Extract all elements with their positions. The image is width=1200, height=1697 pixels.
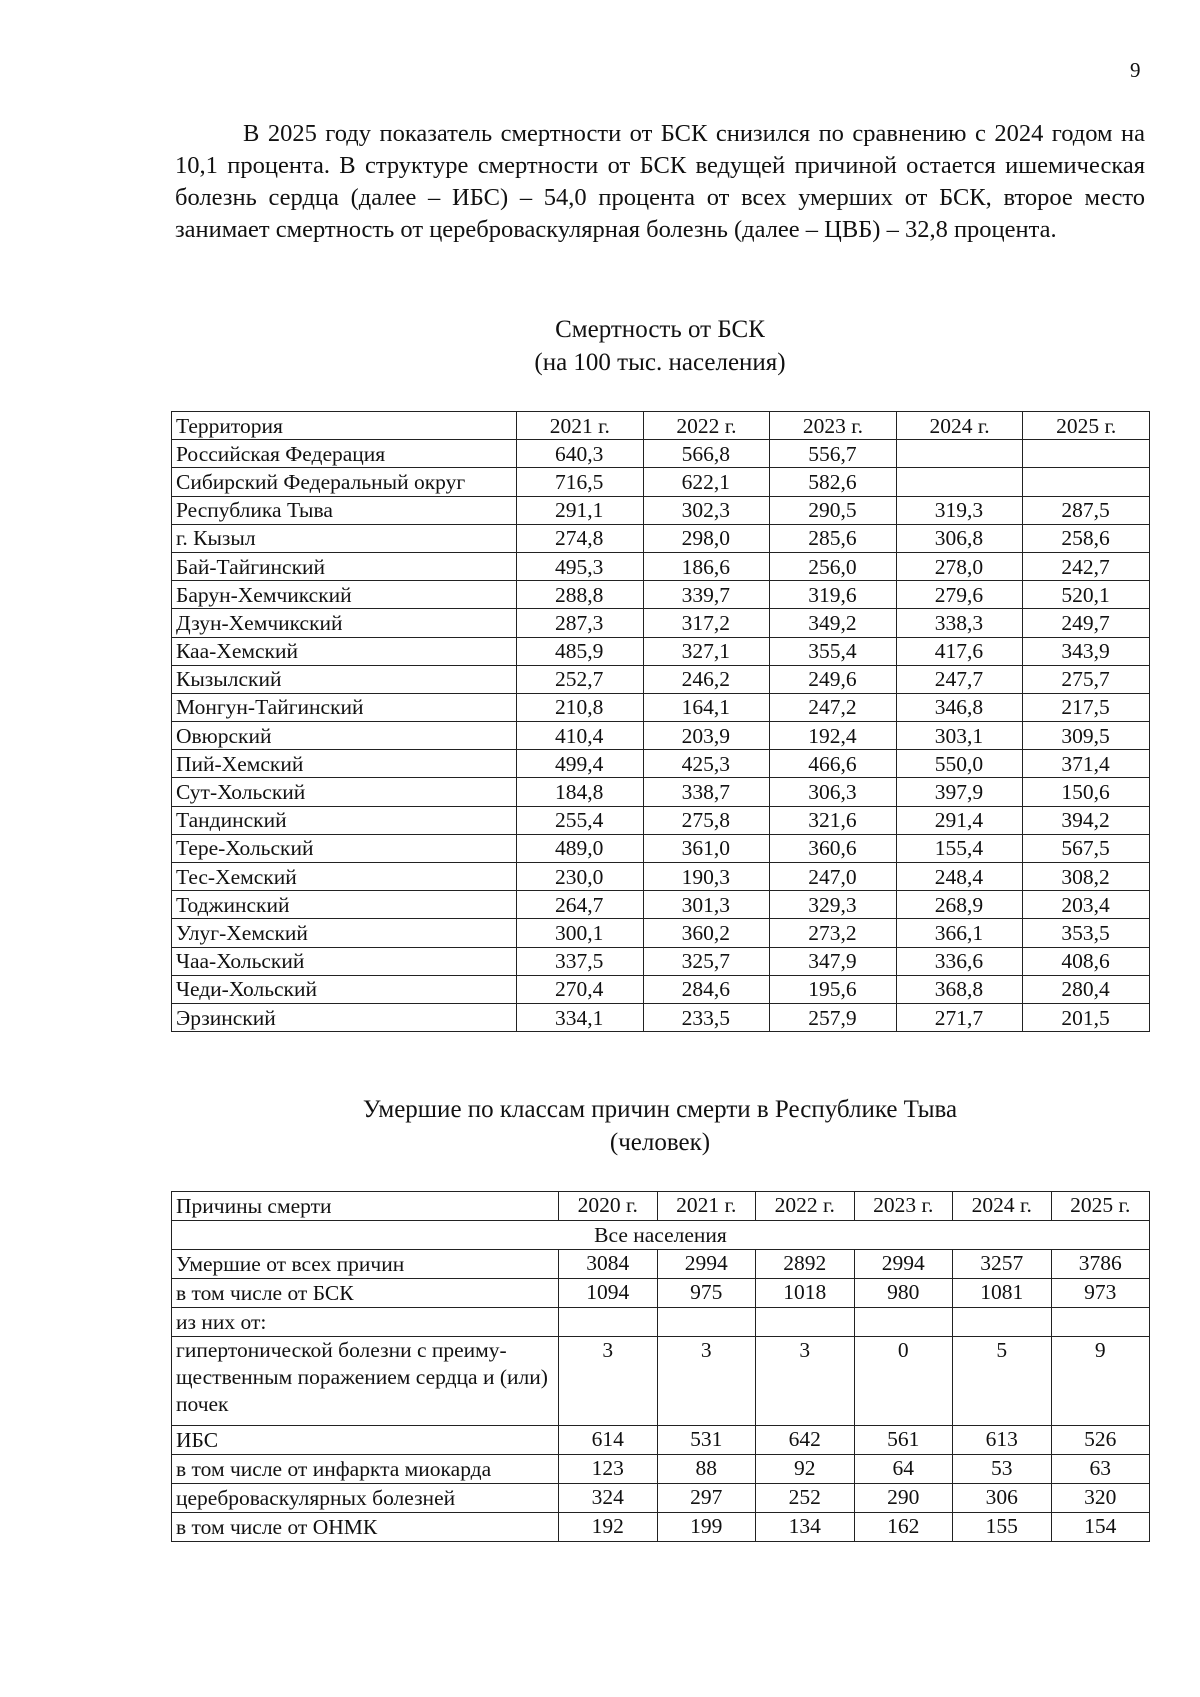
table-cell: 1018 [756, 1279, 855, 1308]
table-cell: 495,3 [517, 552, 644, 580]
column-header: 2025 г. [1023, 412, 1150, 440]
table-cell: 347,9 [770, 947, 897, 975]
table-cell: 306 [953, 1484, 1052, 1513]
table-cell: 63 [1051, 1455, 1150, 1484]
table-row [172, 722, 1150, 750]
table-cell: 614 [559, 1426, 658, 1455]
table-cell: 303,1 [896, 722, 1023, 750]
table-row [172, 581, 1150, 609]
table-cell: 973 [1051, 1279, 1150, 1308]
table-cell: 268,9 [896, 891, 1023, 919]
table-cell: 716,5 [517, 468, 644, 496]
table-cell: 249,7 [1023, 609, 1150, 637]
table-cell: 247,7 [896, 665, 1023, 693]
table-cell: 3 [559, 1337, 658, 1426]
table-row [172, 1484, 1150, 1513]
table-cell: 64 [854, 1455, 953, 1484]
row-label: из них от: [172, 1308, 559, 1337]
table-cell: 355,4 [770, 637, 897, 665]
column-header: 2023 г. [770, 412, 897, 440]
table-cell [657, 1308, 756, 1337]
table-cell [756, 1308, 855, 1337]
table-cell: 3786 [1051, 1250, 1150, 1279]
table-cell: 2994 [854, 1250, 953, 1279]
table1-subtitle: (на 100 тыс. населения) [534, 349, 786, 376]
table-row [172, 1279, 1150, 1308]
table-cell: 154 [1051, 1513, 1150, 1542]
table-cell: 298,0 [643, 524, 770, 552]
table-cell: 186,6 [643, 552, 770, 580]
table-row [172, 665, 1150, 693]
column-header: 2022 г. [643, 412, 770, 440]
table-cell: 371,4 [1023, 750, 1150, 778]
table-cell: 300,1 [517, 919, 644, 947]
table-cell: 324 [559, 1484, 658, 1513]
row-label: Эрзинский [172, 1003, 517, 1031]
table-cell: 155 [953, 1513, 1052, 1542]
table-cell: 360,6 [770, 834, 897, 862]
table-cell: 520,1 [1023, 581, 1150, 609]
table-cell: 252,7 [517, 665, 644, 693]
row-label: Бай-Тайгинский [172, 552, 517, 580]
table-cell [854, 1308, 953, 1337]
table-cell: 88 [657, 1455, 756, 1484]
table-cell: 3 [756, 1337, 855, 1426]
table-row [172, 1337, 1150, 1426]
table-cell: 255,4 [517, 806, 644, 834]
table-row [172, 834, 1150, 862]
table-cell: 150,6 [1023, 778, 1150, 806]
table-cell: 1094 [559, 1279, 658, 1308]
table-cell: 230,0 [517, 863, 644, 891]
table-cell: 321,6 [770, 806, 897, 834]
table-cell: 192 [559, 1513, 658, 1542]
table-cell [1023, 440, 1150, 468]
row-label: в том числе от инфаркта миокарда [172, 1455, 559, 1484]
table-cell: 556,7 [770, 440, 897, 468]
row-label: Тандинский [172, 806, 517, 834]
table-cell: 306,3 [770, 778, 897, 806]
table-cell: 271,7 [896, 1003, 1023, 1031]
table-cell [896, 440, 1023, 468]
table-row [172, 863, 1150, 891]
column-header: 2020 г. [559, 1192, 658, 1221]
table2-caption [175, 1093, 1145, 1159]
table-cell: 346,8 [896, 693, 1023, 721]
row-label: в том числе от ОНМК [172, 1513, 559, 1542]
table-cell: 366,1 [896, 919, 1023, 947]
table-cell: 417,6 [896, 637, 1023, 665]
table-cell: 425,3 [643, 750, 770, 778]
table-cell: 301,3 [643, 891, 770, 919]
row-label: гипертонической болезни с преиму- щественным поражением сердца и (или) почек [172, 1337, 559, 1426]
table-cell: 287,5 [1023, 496, 1150, 524]
row-label: Сут-Хольский [172, 778, 517, 806]
table-row [172, 1426, 1150, 1455]
row-label: Улуг-Хемский [172, 919, 517, 947]
table-cell: 256,0 [770, 552, 897, 580]
row-label: цереброваскулярных болезней [172, 1484, 559, 1513]
table-cell: 338,3 [896, 609, 1023, 637]
table-cell: 201,5 [1023, 1003, 1150, 1031]
row-label: Тоджинский [172, 891, 517, 919]
table-cell: 291,1 [517, 496, 644, 524]
table-row [172, 1308, 1150, 1337]
table-cell: 531 [657, 1426, 756, 1455]
table-row [172, 947, 1150, 975]
mortality-bsk-table [171, 411, 1150, 1032]
row-label: Дзун-Хемчикский [172, 609, 517, 637]
table-cell: 287,3 [517, 609, 644, 637]
column-header: 2022 г. [756, 1192, 855, 1221]
table-cell: 242,7 [1023, 552, 1150, 580]
table-cell: 408,6 [1023, 947, 1150, 975]
table-cell: 3257 [953, 1250, 1052, 1279]
page-number: 9 [1130, 58, 1141, 82]
table-cell: 279,6 [896, 581, 1023, 609]
table-cell: 338,7 [643, 778, 770, 806]
table-row [172, 440, 1150, 468]
table-cell: 247,0 [770, 863, 897, 891]
row-label: Каа-Хемский [172, 637, 517, 665]
table-cell: 526 [1051, 1426, 1150, 1455]
row-label: Чеди-Хольский [172, 975, 517, 1003]
row-label: Кызылский [172, 665, 517, 693]
column-header: 2025 г. [1051, 1192, 1150, 1221]
table-cell: 290 [854, 1484, 953, 1513]
table-cell: 297 [657, 1484, 756, 1513]
table-body [172, 1221, 1150, 1542]
table-cell: 5 [953, 1337, 1052, 1426]
table-cell: 190,3 [643, 863, 770, 891]
table-cell: 264,7 [517, 891, 644, 919]
table-cell: 203,4 [1023, 891, 1150, 919]
table-cell: 980 [854, 1279, 953, 1308]
table-header-row [172, 1192, 1150, 1221]
table-cell: 349,2 [770, 609, 897, 637]
table-cell: 640,3 [517, 440, 644, 468]
table-row [172, 778, 1150, 806]
table-cell: 394,2 [1023, 806, 1150, 834]
table1-caption [175, 313, 1145, 379]
table-cell: 258,6 [1023, 524, 1150, 552]
table-row [172, 496, 1150, 524]
table-cell: 248,4 [896, 863, 1023, 891]
table-cell: 319,3 [896, 496, 1023, 524]
table-cell: 274,8 [517, 524, 644, 552]
row-label: г. Кызыл [172, 524, 517, 552]
table-cell: 327,1 [643, 637, 770, 665]
table-cell: 368,8 [896, 975, 1023, 1003]
table-cell: 284,6 [643, 975, 770, 1003]
table-cell: 336,6 [896, 947, 1023, 975]
row-label: Барун-Хемчикский [172, 581, 517, 609]
table-cell: 249,6 [770, 665, 897, 693]
table-cell [1051, 1308, 1150, 1337]
table-cell: 361,0 [643, 834, 770, 862]
table-cell: 280,4 [1023, 975, 1150, 1003]
column-header: 2024 г. [953, 1192, 1052, 1221]
table-cell: 302,3 [643, 496, 770, 524]
table-row [172, 609, 1150, 637]
table-cell: 3 [657, 1337, 756, 1426]
table-cell: 233,5 [643, 1003, 770, 1031]
table2-title: Умершие по классам причин смерти в Республике Тыва [362, 1096, 958, 1123]
column-header: Территория [172, 412, 517, 440]
table-cell: 0 [854, 1337, 953, 1426]
row-label: Овюрский [172, 722, 517, 750]
table-cell: 499,4 [517, 750, 644, 778]
row-label: Тес-Хемский [172, 863, 517, 891]
table-cell: 257,9 [770, 1003, 897, 1031]
table-cell: 275,7 [1023, 665, 1150, 693]
table-cell: 489,0 [517, 834, 644, 862]
table-cell: 353,5 [1023, 919, 1150, 947]
table-row [172, 637, 1150, 665]
table-cell: 582,6 [770, 468, 897, 496]
table-row [172, 524, 1150, 552]
table-cell: 2994 [657, 1250, 756, 1279]
table-row [172, 1455, 1150, 1484]
table-cell: 199 [657, 1513, 756, 1542]
intro-paragraph: В 2025 году показатель смертности от БСК снизился по сравнению с 2024 годом на 10,1 процента. В структуре смертности от БСК ведущей причиной остается ишемическая болезнь сердца (далее – ИБС) – 54,0 процента от всех умерших от БСК, второе место занимает смертность от цереброваскулярная болезнь (далее – ЦВБ) – 32,8 процента. [175, 120, 1145, 243]
row-label: Сибирский Федеральный округ [172, 468, 517, 496]
table-cell: 325,7 [643, 947, 770, 975]
table-cell: 397,9 [896, 778, 1023, 806]
table-cell: 162 [854, 1513, 953, 1542]
column-header: Причины смерти [172, 1192, 559, 1221]
table-row [172, 1513, 1150, 1542]
table-cell: 466,6 [770, 750, 897, 778]
table-cell: 275,8 [643, 806, 770, 834]
table-header-row [172, 412, 1150, 440]
table-cell: 613 [953, 1426, 1052, 1455]
table-cell: 278,0 [896, 552, 1023, 580]
table-cell [953, 1308, 1052, 1337]
table-cell: 291,4 [896, 806, 1023, 834]
table-row [172, 1003, 1150, 1031]
table1-title: Смертность от БСК [555, 316, 765, 343]
row-label: в том числе от БСК [172, 1279, 559, 1308]
column-header: 2021 г. [517, 412, 644, 440]
section-row [172, 1221, 1150, 1250]
table-row [172, 975, 1150, 1003]
table-cell: 203,9 [643, 722, 770, 750]
table-cell: 566,8 [643, 440, 770, 468]
table-cell [1023, 468, 1150, 496]
table-cell: 252 [756, 1484, 855, 1513]
table-row [172, 552, 1150, 580]
column-header: 2024 г. [896, 412, 1023, 440]
row-label: Монгун-Тайгинский [172, 693, 517, 721]
table-cell: 290,5 [770, 496, 897, 524]
table-cell [559, 1308, 658, 1337]
table-row [172, 1250, 1150, 1279]
table-cell: 285,6 [770, 524, 897, 552]
section-label: Все населения [172, 1221, 1150, 1250]
table-cell: 622,1 [643, 468, 770, 496]
table-cell: 320 [1051, 1484, 1150, 1513]
table-cell: 343,9 [1023, 637, 1150, 665]
table-row [172, 750, 1150, 778]
table2-subtitle: (человек) [609, 1129, 711, 1156]
table-body [172, 440, 1150, 1032]
table-cell: 53 [953, 1455, 1052, 1484]
table-cell: 410,4 [517, 722, 644, 750]
table-cell: 273,2 [770, 919, 897, 947]
row-label: Республика Тыва [172, 496, 517, 524]
table-cell: 270,4 [517, 975, 644, 1003]
table-cell: 337,5 [517, 947, 644, 975]
table-cell: 192,4 [770, 722, 897, 750]
column-header: 2023 г. [854, 1192, 953, 1221]
table-cell: 123 [559, 1455, 658, 1484]
table-cell: 339,7 [643, 581, 770, 609]
table-cell: 567,5 [1023, 834, 1150, 862]
column-header: 2021 г. [657, 1192, 756, 1221]
table-cell: 164,1 [643, 693, 770, 721]
table-cell: 210,8 [517, 693, 644, 721]
deaths-by-cause-table [171, 1191, 1150, 1542]
table-cell: 306,8 [896, 524, 1023, 552]
table-cell: 329,3 [770, 891, 897, 919]
table-cell: 360,2 [643, 919, 770, 947]
table-cell: 155,4 [896, 834, 1023, 862]
table-cell: 2892 [756, 1250, 855, 1279]
table-cell: 561 [854, 1426, 953, 1455]
table-cell: 308,2 [1023, 863, 1150, 891]
row-label: Пий-Хемский [172, 750, 517, 778]
table-cell: 134 [756, 1513, 855, 1542]
table-row [172, 693, 1150, 721]
row-label: Чаа-Хольский [172, 947, 517, 975]
table-row [172, 891, 1150, 919]
table-cell: 3084 [559, 1250, 658, 1279]
table-cell: 309,5 [1023, 722, 1150, 750]
table-cell: 317,2 [643, 609, 770, 637]
table-cell: 9 [1051, 1337, 1150, 1426]
table-cell: 550,0 [896, 750, 1023, 778]
row-label: Умершие от всех причин [172, 1250, 559, 1279]
table-cell: 975 [657, 1279, 756, 1308]
table-row [172, 806, 1150, 834]
table-cell: 288,8 [517, 581, 644, 609]
table-cell: 642 [756, 1426, 855, 1455]
table-cell: 217,5 [1023, 693, 1150, 721]
table-cell: 246,2 [643, 665, 770, 693]
table-cell: 92 [756, 1455, 855, 1484]
table-row [172, 468, 1150, 496]
table-cell: 1081 [953, 1279, 1052, 1308]
row-label: Тере-Хольский [172, 834, 517, 862]
table-cell: 485,9 [517, 637, 644, 665]
row-label: ИБС [172, 1426, 559, 1455]
table-row [172, 919, 1150, 947]
table-cell: 247,2 [770, 693, 897, 721]
row-label: Российская Федерация [172, 440, 517, 468]
table-cell: 319,6 [770, 581, 897, 609]
table-cell: 195,6 [770, 975, 897, 1003]
table-cell: 334,1 [517, 1003, 644, 1031]
table-cell [896, 468, 1023, 496]
table-cell: 184,8 [517, 778, 644, 806]
